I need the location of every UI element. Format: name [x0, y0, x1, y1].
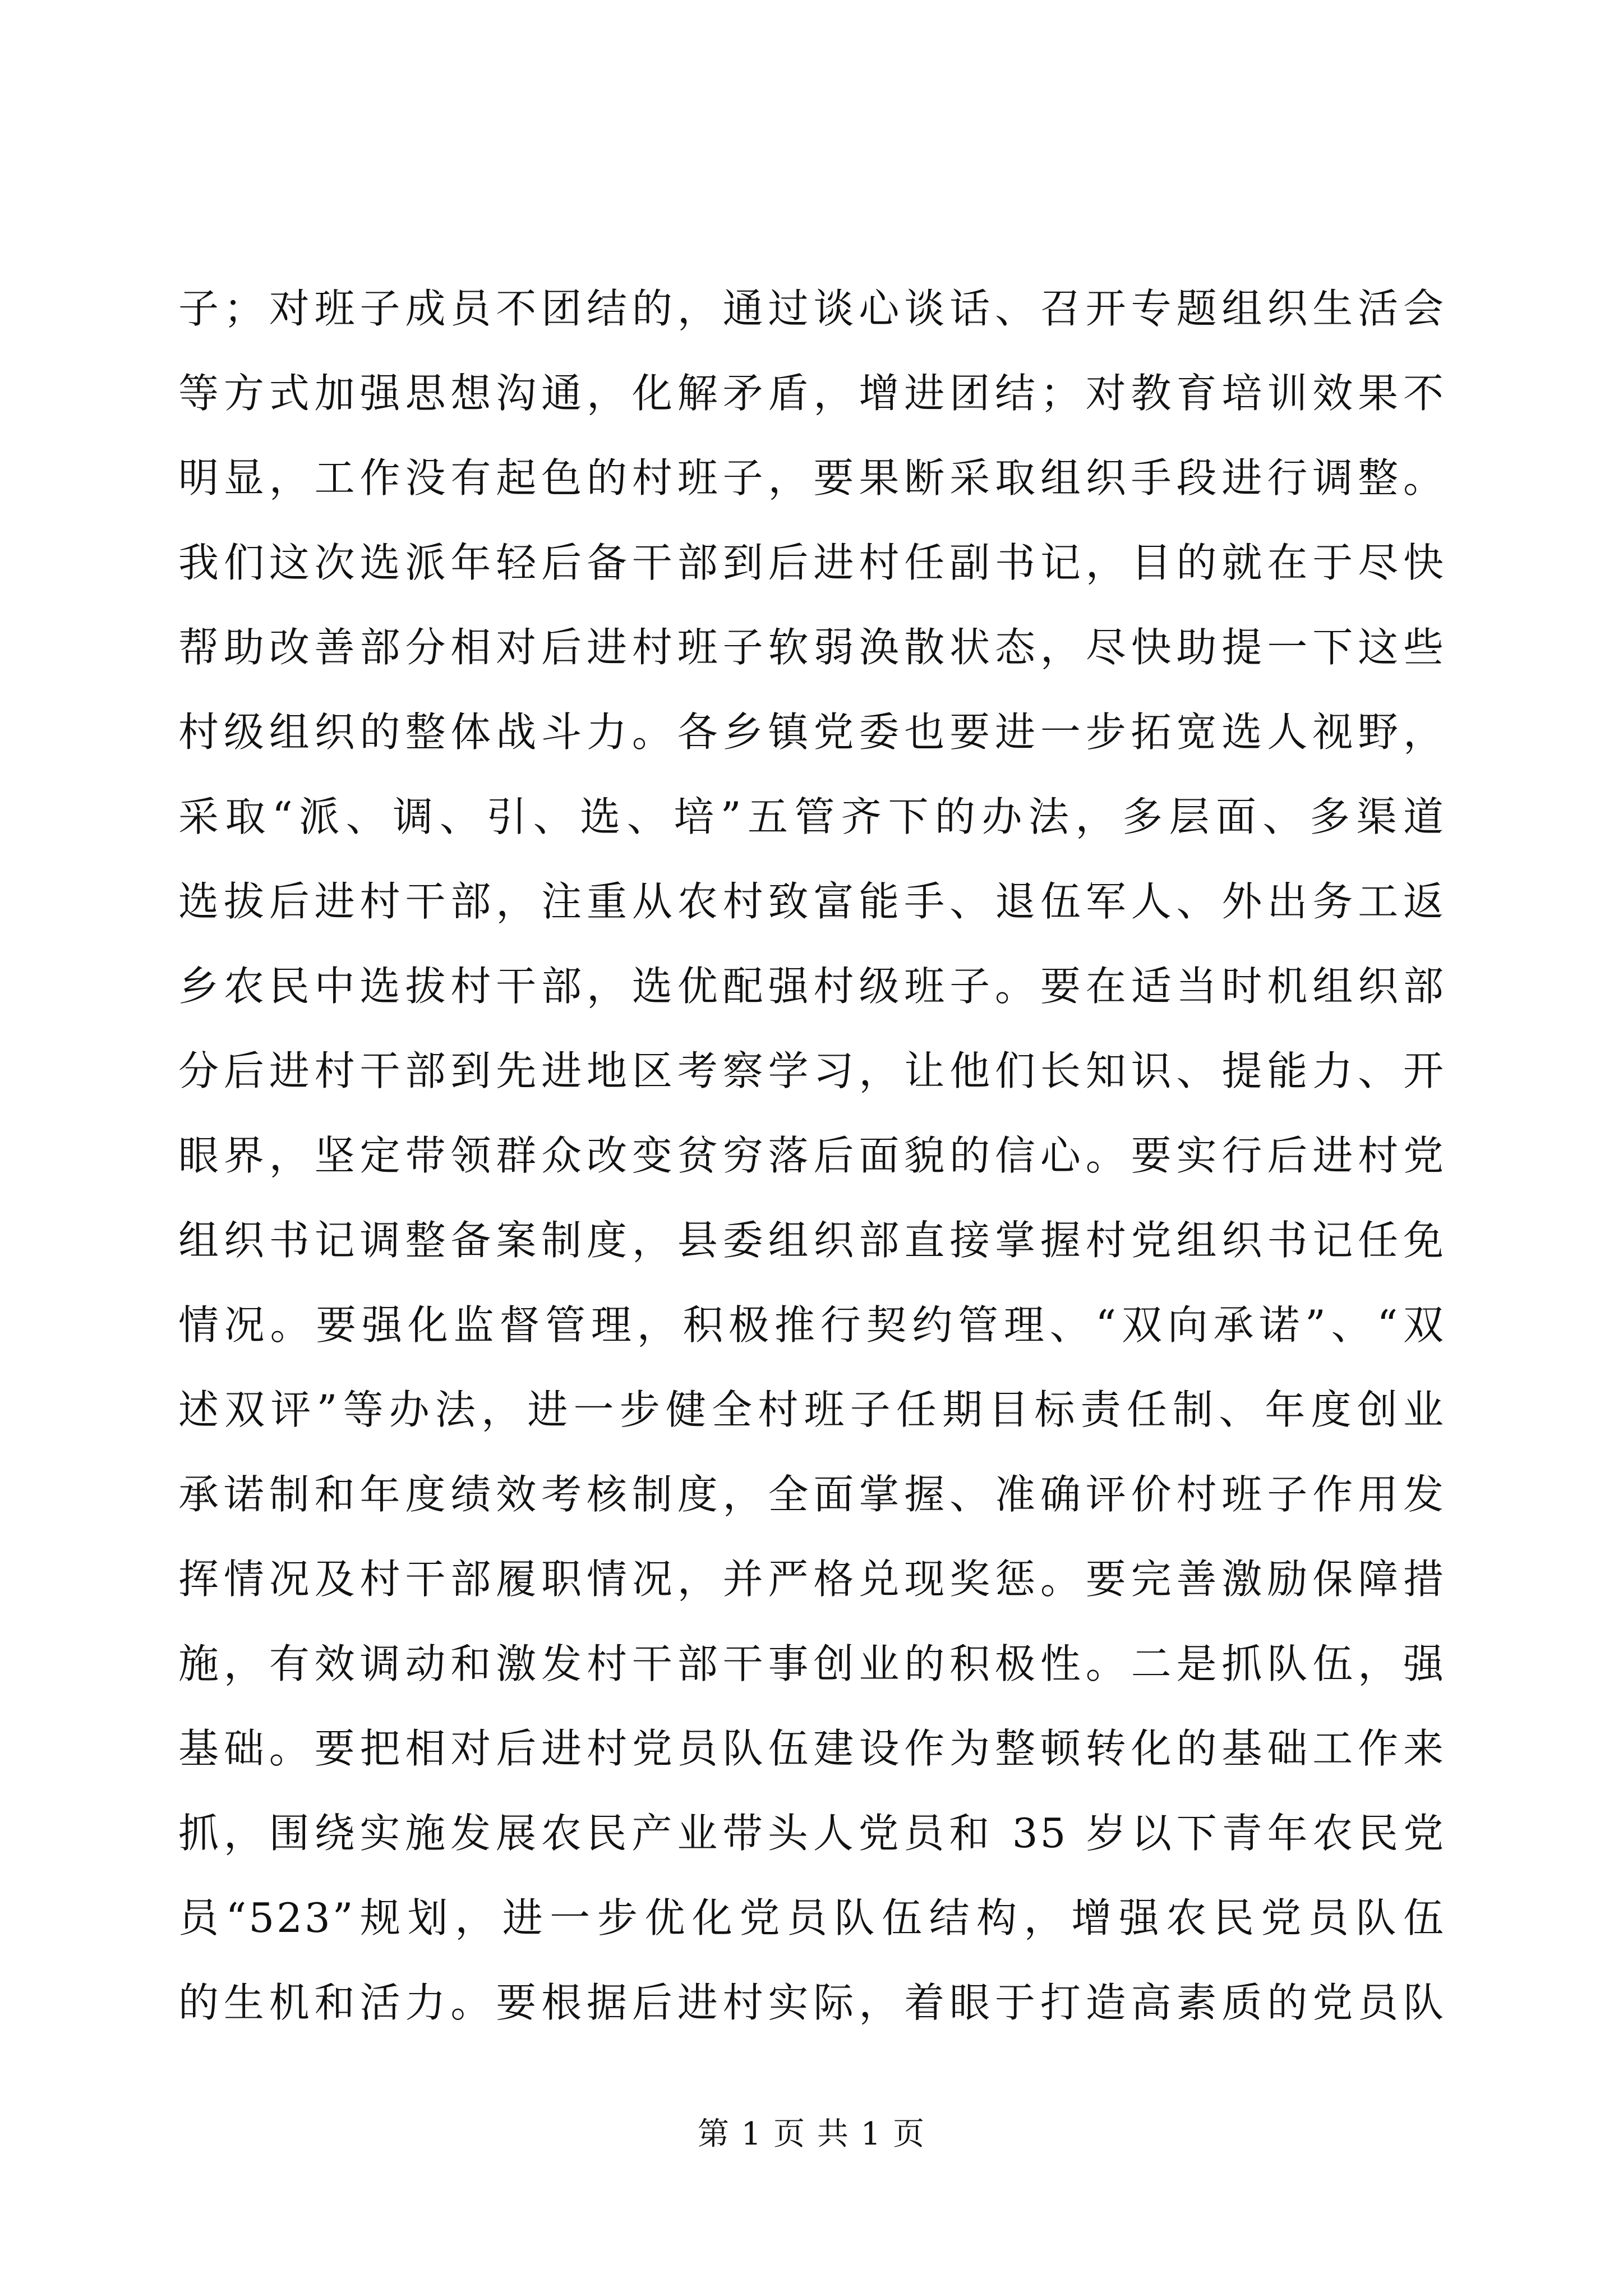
- text-line: 乡农民中选拔村干部，选优配强村级班子。要在适当时机组织部: [178, 963, 1446, 1010]
- text-line: 抓，围绕实施发展农民产业带头人党员和 35 岁以下青年农民党: [178, 1810, 1446, 1857]
- page-number-label: 第 1 页 共 1 页: [697, 2116, 926, 2152]
- text-line: 分后进村干部到先进地区考察学习，让他们长知识、提能力、开: [178, 1047, 1446, 1094]
- text-line: 采取“派、调、引、选、培”五管齐下的办法，多层面、多渠道: [178, 793, 1446, 840]
- text-line: 员“523”规划，进一步优化党员队伍结构，增强农民党员队伍: [178, 1894, 1446, 1941]
- text-line: 承诺制和年度绩效考核制度，全面掌握、准确评价村班子作用发: [178, 1471, 1446, 1518]
- text-line: 明显，工作没有起色的村班子，要果断采取组织手段进行调整。: [178, 454, 1446, 501]
- text-line: 基础。要把相对后进村党员队伍建设作为整顿转化的基础工作来: [178, 1725, 1446, 1772]
- text-line: 述双评”等办法，进一步健全村班子任期目标责任制、年度创业: [178, 1386, 1446, 1433]
- text-line: 施，有效调动和激发村干部干事创业的积极性。二是抓队伍，强: [178, 1640, 1446, 1687]
- text-line: 挥情况及村干部履职情况，并严格兑现奖惩。要完善激励保障措: [178, 1556, 1446, 1603]
- text-line: 帮助改善部分相对后进村班子软弱涣散状态，尽快助提一下这些: [178, 624, 1446, 671]
- text-line: 等方式加强思想沟通，化解矛盾，增进团结；对教育培训效果不: [178, 370, 1446, 417]
- text-line: 组织书记调整备案制度，县委组织部直接掌握村党组织书记任免: [178, 1217, 1446, 1264]
- text-line: 我们这次选派年轻后备干部到后进村任副书记，目的就在于尽快: [178, 539, 1446, 586]
- page-footer: [0, 2109, 1623, 2154]
- text-line: 眼界，坚定带领群众改变贫穷落后面貌的信心。要实行后进村党: [178, 1132, 1446, 1179]
- text-line: 情况。要强化监督管理，积极推行契约管理、“双向承诺”、“双: [178, 1301, 1446, 1349]
- body-text: [178, 266, 1446, 2045]
- text-line: 选拔后进村干部，注重从农村致富能手、退伍军人、外出务工返: [178, 878, 1446, 925]
- text-line: 的生机和活力。要根据后进村实际，着眼于打造高素质的党员队: [178, 1979, 1446, 2026]
- text-line: 村级组织的整体战斗力。各乡镇党委也要进一步拓宽选人视野，: [178, 708, 1446, 756]
- text-line: 子；对班子成员不团结的，通过谈心谈话、召开专题组织生活会: [178, 285, 1446, 332]
